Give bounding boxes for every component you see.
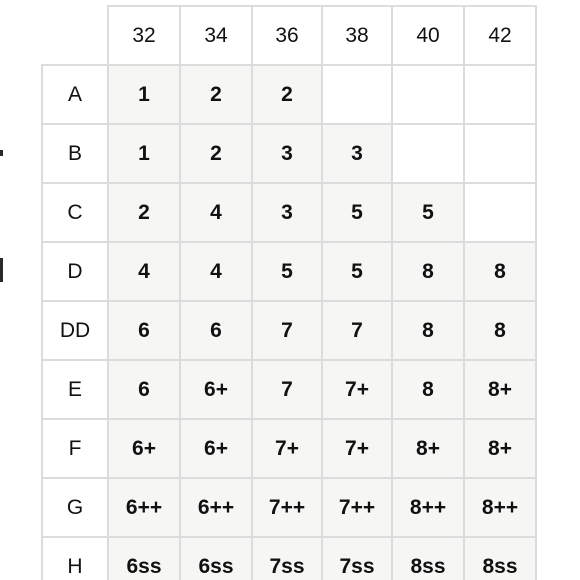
row-header: D xyxy=(42,242,108,301)
header-row xyxy=(42,6,536,65)
value-cell: 7+ xyxy=(252,419,322,478)
row-header: E xyxy=(42,360,108,419)
value-cell: 5 xyxy=(322,242,392,301)
value-cell xyxy=(464,124,536,183)
value-cell: 5 xyxy=(322,183,392,242)
value-cell: 5 xyxy=(392,183,464,242)
value-cell: 8 xyxy=(464,242,536,301)
value-cell: 2 xyxy=(180,124,252,183)
table-row xyxy=(42,242,536,301)
value-cell: 6 xyxy=(108,360,180,419)
column-header: 38 xyxy=(322,6,392,65)
value-cell xyxy=(322,65,392,124)
value-cell: 6 xyxy=(108,301,180,360)
value-cell: 5 xyxy=(252,242,322,301)
value-cell xyxy=(464,65,536,124)
size-chart-body xyxy=(42,65,536,580)
corner-cell xyxy=(42,6,108,65)
value-cell: 8ss xyxy=(464,537,536,580)
value-cell: 8+ xyxy=(392,419,464,478)
row-header: G xyxy=(42,478,108,537)
table-row xyxy=(42,183,536,242)
value-cell: 8 xyxy=(392,360,464,419)
value-cell: 6+ xyxy=(180,360,252,419)
value-cell: 8ss xyxy=(392,537,464,580)
value-cell: 2 xyxy=(252,65,322,124)
value-cell: 8++ xyxy=(464,478,536,537)
value-cell: 2 xyxy=(108,183,180,242)
value-cell: 8 xyxy=(464,301,536,360)
size-chart-table xyxy=(41,5,537,580)
row-header: B xyxy=(42,124,108,183)
table-row xyxy=(42,301,536,360)
value-cell: 7+ xyxy=(322,419,392,478)
value-cell: 7ss xyxy=(322,537,392,580)
table-row xyxy=(42,124,536,183)
column-header: 32 xyxy=(108,6,180,65)
value-cell: 7 xyxy=(252,360,322,419)
edge-marker xyxy=(0,150,3,156)
value-cell: 6+ xyxy=(108,419,180,478)
value-cell: 8+ xyxy=(464,360,536,419)
value-cell: 6ss xyxy=(180,537,252,580)
value-cell: 6ss xyxy=(108,537,180,580)
value-cell: 4 xyxy=(180,242,252,301)
value-cell: 7+ xyxy=(322,360,392,419)
value-cell: 7++ xyxy=(322,478,392,537)
value-cell xyxy=(392,65,464,124)
value-cell: 7++ xyxy=(252,478,322,537)
column-header: 42 xyxy=(464,6,536,65)
table-row xyxy=(42,419,536,478)
table-row xyxy=(42,478,536,537)
table-row xyxy=(42,360,536,419)
row-header: A xyxy=(42,65,108,124)
value-cell: 7ss xyxy=(252,537,322,580)
table-row xyxy=(42,65,536,124)
value-cell xyxy=(392,124,464,183)
row-header: DD xyxy=(42,301,108,360)
value-cell: 1 xyxy=(108,65,180,124)
edge-marker xyxy=(0,258,3,282)
table-row xyxy=(42,537,536,580)
value-cell: 7 xyxy=(252,301,322,360)
column-header: 40 xyxy=(392,6,464,65)
value-cell: 6++ xyxy=(180,478,252,537)
value-cell: 3 xyxy=(252,124,322,183)
value-cell: 6 xyxy=(180,301,252,360)
column-header: 34 xyxy=(180,6,252,65)
value-cell: 6++ xyxy=(108,478,180,537)
value-cell: 2 xyxy=(180,65,252,124)
value-cell: 6+ xyxy=(180,419,252,478)
value-cell: 4 xyxy=(108,242,180,301)
value-cell: 4 xyxy=(180,183,252,242)
row-header: F xyxy=(42,419,108,478)
value-cell: 8++ xyxy=(392,478,464,537)
value-cell: 8+ xyxy=(464,419,536,478)
row-header: C xyxy=(42,183,108,242)
value-cell xyxy=(464,183,536,242)
row-header: H xyxy=(42,537,108,580)
value-cell: 7 xyxy=(322,301,392,360)
value-cell: 3 xyxy=(322,124,392,183)
value-cell: 8 xyxy=(392,301,464,360)
value-cell: 8 xyxy=(392,242,464,301)
column-header: 36 xyxy=(252,6,322,65)
value-cell: 3 xyxy=(252,183,322,242)
value-cell: 1 xyxy=(108,124,180,183)
